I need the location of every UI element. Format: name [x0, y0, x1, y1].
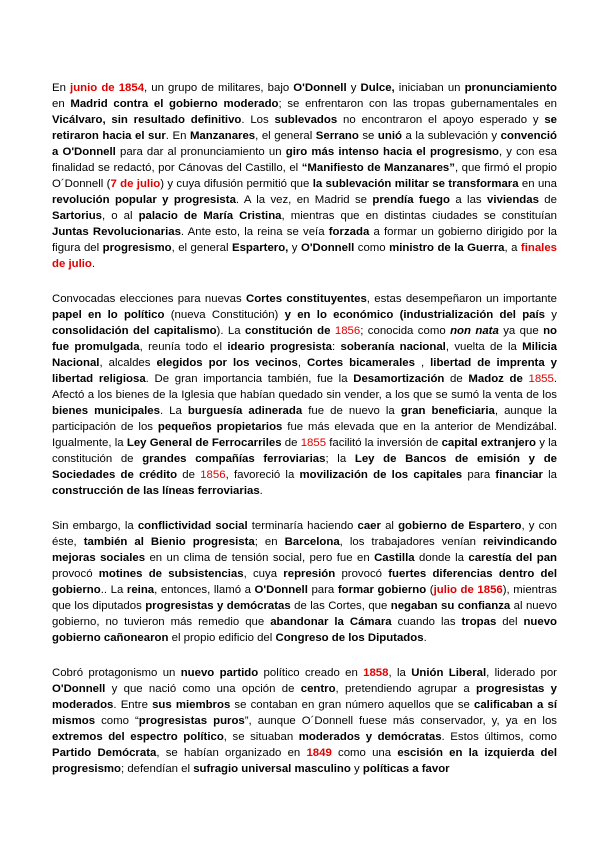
text-run: nuevo partido	[180, 667, 259, 679]
text-run: de	[444, 373, 469, 385]
text-run: , que firmó el propio O´Donnell (	[52, 162, 558, 190]
text-run: motines de subsistencias	[98, 568, 244, 580]
text-run: de	[281, 437, 301, 449]
text-run: , un grupo de militares, bajo	[144, 82, 294, 94]
text-run: no fue promulgada	[52, 325, 558, 353]
text-run: conflictividad social	[137, 520, 248, 532]
text-run: .	[423, 632, 427, 644]
text-run: tropas	[461, 616, 497, 628]
document-page	[52, 80, 557, 796]
text-run: , reunía todo el	[139, 341, 228, 353]
text-run: 1855	[528, 373, 554, 385]
text-run: , se habían organizado en	[156, 747, 307, 759]
text-run: reina	[126, 584, 155, 596]
text-run: centro	[300, 683, 336, 695]
text-run: 7 de julio	[110, 178, 161, 190]
text-run: , y con éste,	[52, 520, 557, 548]
text-run: pronunciamiento	[464, 82, 557, 94]
text-run: ; conocida como	[360, 325, 451, 337]
text-run: . Estos últimos, como	[441, 731, 557, 743]
text-run: non nata	[450, 325, 499, 337]
text-run: y	[350, 763, 363, 775]
text-run: Unión Liberal	[411, 667, 487, 679]
text-run: unió	[377, 130, 402, 142]
text-run: en una	[518, 178, 557, 190]
text-run: revolución popular y progresista	[52, 194, 236, 206]
text-run: movilización de los capitales	[299, 469, 463, 481]
text-run: facilitó la inversión de	[326, 437, 442, 449]
text-run: , el general	[171, 242, 232, 254]
text-run: Ley de Bancos de emisión y de Sociedades de crédito	[52, 453, 557, 481]
text-run: se	[358, 130, 378, 142]
text-run: O'Donnell	[52, 683, 106, 695]
text-run: (nueva Constitución)	[164, 309, 285, 321]
text-run: y	[545, 309, 557, 321]
paragraph-2	[52, 291, 557, 499]
text-run: ministro de la Guerra	[389, 242, 505, 254]
text-run: formar gobierno	[337, 584, 427, 596]
text-run: 1849	[306, 747, 332, 759]
text-run: de las Cortes, que	[290, 600, 391, 612]
text-run: gran beneficiaria	[400, 405, 495, 417]
text-run: sus miembros	[152, 699, 231, 711]
text-run: , o al	[102, 210, 139, 222]
text-run: ,	[414, 357, 431, 369]
text-run: fuertes diferencias dentro del gobierno	[52, 568, 557, 596]
text-run: en	[52, 98, 71, 110]
text-run: Juntas Revolucionarias	[52, 226, 181, 238]
text-run: Dulce,	[360, 82, 395, 94]
text-run: sublevados	[274, 114, 338, 126]
text-run: julio de 1856	[433, 584, 503, 596]
text-run: Vicálvaro, sin resultado definitivo	[52, 114, 242, 126]
text-run: ya que	[498, 325, 544, 337]
text-run: , la	[388, 667, 412, 679]
text-run: la	[542, 469, 557, 481]
text-run: O'Donnell	[293, 82, 347, 94]
text-run: Desamortización	[353, 373, 445, 385]
text-run: capital extranjero	[441, 437, 536, 449]
text-run: la sublevación militar se transformara	[312, 178, 519, 190]
text-run: O'Donnell	[254, 584, 308, 596]
text-run: y la constitución de	[52, 437, 558, 465]
text-run: burguesía adinerada	[187, 405, 303, 417]
text-run: , el general	[255, 130, 316, 142]
text-run: . Entre	[113, 699, 153, 711]
text-run: convenció a O'Donnell	[52, 130, 557, 158]
text-run: extremos del espectro político	[52, 731, 224, 743]
text-run: ; en	[254, 536, 285, 548]
text-run: a formar un gobierno dirigido por la figura del	[52, 226, 557, 254]
text-run: , se situaban	[223, 731, 299, 743]
text-run: para dar al pronunciamiento un	[115, 146, 286, 158]
text-run: al nuevo gobierno, no tuvieron más remedio que	[52, 600, 558, 628]
text-run: Serrano	[315, 130, 359, 142]
text-run: prendía fuego	[372, 194, 450, 206]
text-run: , alcaldes	[99, 357, 157, 369]
text-run: . De gran importancia también, fue la	[145, 373, 354, 385]
text-run: ideario progresista	[227, 341, 333, 353]
text-run: . Los	[241, 114, 275, 126]
text-run: progresistas y demócratas	[145, 600, 291, 612]
text-run: Cortes constituyentes	[246, 293, 367, 305]
text-run: para	[462, 469, 496, 481]
text-run: y	[288, 242, 301, 254]
text-run: sufragio universal masculino	[193, 763, 351, 775]
text-run: de	[177, 469, 201, 481]
text-run: bienes municipales	[52, 405, 160, 417]
text-run: también al Bienio progresista	[83, 536, 255, 548]
text-run: Partido Demócrata	[52, 747, 157, 759]
text-run: , aunque la participación de los	[52, 405, 557, 433]
paragraph-4	[52, 665, 557, 777]
text-run: ,	[297, 357, 308, 369]
text-run: 1856	[200, 469, 226, 481]
text-run: negaban su confianza	[390, 600, 511, 612]
text-run: giro más intenso hacia el progresismo	[285, 146, 499, 158]
text-run: financiar	[495, 469, 543, 481]
text-run: Congreso de los Diputados	[275, 632, 424, 644]
text-run: escisión en la izquierda del progresismo	[52, 747, 557, 775]
text-run: nuevo gobierno cañonearon	[52, 616, 557, 644]
text-run: provocó	[335, 568, 389, 580]
text-run: .	[91, 258, 96, 270]
text-run: , cuya	[243, 568, 284, 580]
text-run: viviendas	[487, 194, 539, 206]
text-run: Manzanares	[189, 130, 256, 142]
text-run: 1855	[300, 437, 327, 449]
text-run: Sin embargo, la	[52, 520, 138, 532]
text-run: cuando las	[391, 616, 462, 628]
text-run: progresistas puros	[138, 715, 245, 727]
text-run: ), mientras que los diputados	[52, 584, 557, 612]
text-run: .	[259, 485, 263, 497]
text-run: Madoz de	[468, 373, 529, 385]
text-run: Cortes bicamerales	[307, 357, 415, 369]
text-run: Espartero,	[232, 242, 289, 254]
text-run: finales de julio	[52, 242, 557, 270]
text-run: , pretendiendo agrupar a	[335, 683, 476, 695]
text-run: ; se enfrentaron con las tropas gubernamentales en	[278, 98, 557, 110]
text-run: fue más elevada que en la anterior de Mendizábal. Igualmente, la	[52, 421, 557, 449]
text-run: Cobró protagonismo un	[52, 667, 181, 679]
text-run: y que nació como una opción de	[105, 683, 301, 695]
text-run: :	[332, 341, 341, 353]
text-run: no encontraron el apoyo esperado y	[337, 114, 545, 126]
text-run: . A la vez, en Madrid se	[235, 194, 373, 206]
text-run: a las	[449, 194, 487, 206]
text-run: reivindicando mejoras sociales	[52, 536, 557, 564]
text-run: se retiraron hacia el sur	[52, 114, 558, 142]
text-run: grandes compañías ferroviarias	[142, 453, 326, 465]
text-run: terminaría haciendo	[247, 520, 358, 532]
text-run: ; defendían el	[121, 763, 194, 775]
text-run: Sartorius	[52, 210, 103, 222]
text-run: pequeños propietarios	[157, 421, 283, 433]
text-run: Milicia Nacional	[52, 341, 557, 369]
text-run: , estas desempeñaron un importante	[366, 293, 557, 305]
text-run: ) y cuya difusión permitió que	[160, 178, 313, 190]
text-run: donde la	[414, 552, 469, 564]
text-run: 1858	[363, 667, 389, 679]
text-run: , liderado por	[486, 667, 557, 679]
text-run: junio de 1854	[70, 82, 145, 94]
text-run: ”, aunque O´Donnell fuese más conservador, y, ya en los	[244, 715, 557, 727]
text-run: y en lo económico (industrialización del país	[284, 309, 546, 321]
text-run: de	[538, 194, 557, 206]
text-run: construcción de las líneas ferroviarias	[52, 485, 260, 497]
text-run: Ley General de Ferrocarriles	[126, 437, 282, 449]
text-run: , favoreció la	[225, 469, 300, 481]
text-run: , a	[504, 242, 521, 254]
text-run: progresistas y moderados	[52, 683, 558, 711]
text-run: Madrid contra el gobierno moderado	[70, 98, 279, 110]
text-run: para	[307, 584, 338, 596]
text-run: . En	[165, 130, 190, 142]
text-run: moderados y demócratas	[298, 731, 442, 743]
text-run: En	[52, 82, 71, 94]
text-run: , vuelta de la	[445, 341, 523, 353]
text-run: .. La	[100, 584, 127, 596]
text-run: O'Donnell	[300, 242, 355, 254]
text-run: fue de nuevo la	[302, 405, 401, 417]
text-run: , mientras que en distintas ciudades se constituían	[281, 210, 558, 222]
text-run: políticas a favor	[362, 763, 450, 775]
text-run: forzada	[328, 226, 370, 238]
text-run: Convocadas elecciones para nuevas	[52, 293, 246, 305]
text-run: iniciaban un	[394, 82, 465, 94]
paragraph-1	[52, 80, 557, 272]
text-run: como una	[331, 747, 398, 759]
text-run: (	[426, 584, 434, 596]
text-run: al	[380, 520, 399, 532]
text-run: y	[346, 82, 361, 94]
text-run: soberanía nacional	[340, 341, 446, 353]
text-run: constitución de	[245, 325, 335, 337]
text-run: represión	[283, 568, 336, 580]
text-run: caer	[357, 520, 381, 532]
text-run: abandonar la Cámara	[270, 616, 392, 628]
text-run: calificaban a sí mismos	[52, 699, 558, 727]
text-run: como	[354, 242, 390, 254]
text-run: se contaban en gran número aquellos que se	[230, 699, 475, 711]
text-run: papel en lo político	[52, 309, 165, 321]
text-run: ; la	[325, 453, 355, 465]
text-run: consolidación del capitalismo	[52, 325, 217, 337]
text-run: “Manifiesto de Manzanares”	[301, 162, 455, 174]
text-run: carestía del pan	[468, 552, 557, 564]
text-run: libertad de imprenta y libertad religiosa	[52, 357, 557, 385]
text-run: , entonces, llamó a	[154, 584, 255, 596]
text-run: . Afectó a los bienes de la Iglesia que habían quedado sin vender, a los que se sumó la venta de los	[52, 373, 558, 401]
text-run: progresismo	[102, 242, 172, 254]
text-run: 1856	[334, 325, 361, 337]
text-run: elegidos por los vecinos	[156, 357, 298, 369]
text-run: del	[496, 616, 524, 628]
text-run: provocó	[52, 568, 99, 580]
text-run: el propio edificio del	[168, 632, 276, 644]
text-run: político creado en	[258, 667, 364, 679]
text-run: palacio de María Cristina	[138, 210, 282, 222]
text-run: Castilla	[374, 552, 415, 564]
text-run: gobierno de Espartero	[398, 520, 522, 532]
text-run: a la sublevación y	[401, 130, 501, 142]
text-run: . Ante esto, la reina se veía	[180, 226, 329, 238]
paragraph-3	[52, 518, 557, 646]
text-run: ). La	[216, 325, 246, 337]
text-run: , y con esa finalidad se redactó, por Cánovas del Castillo, el	[52, 146, 557, 174]
text-run: en un clima de tensión social, pero fue en	[145, 552, 375, 564]
text-run: , los trabajadores venían	[339, 536, 483, 548]
text-run: Barcelona	[284, 536, 340, 548]
text-run: como “	[95, 715, 139, 727]
text-run: . La	[159, 405, 188, 417]
